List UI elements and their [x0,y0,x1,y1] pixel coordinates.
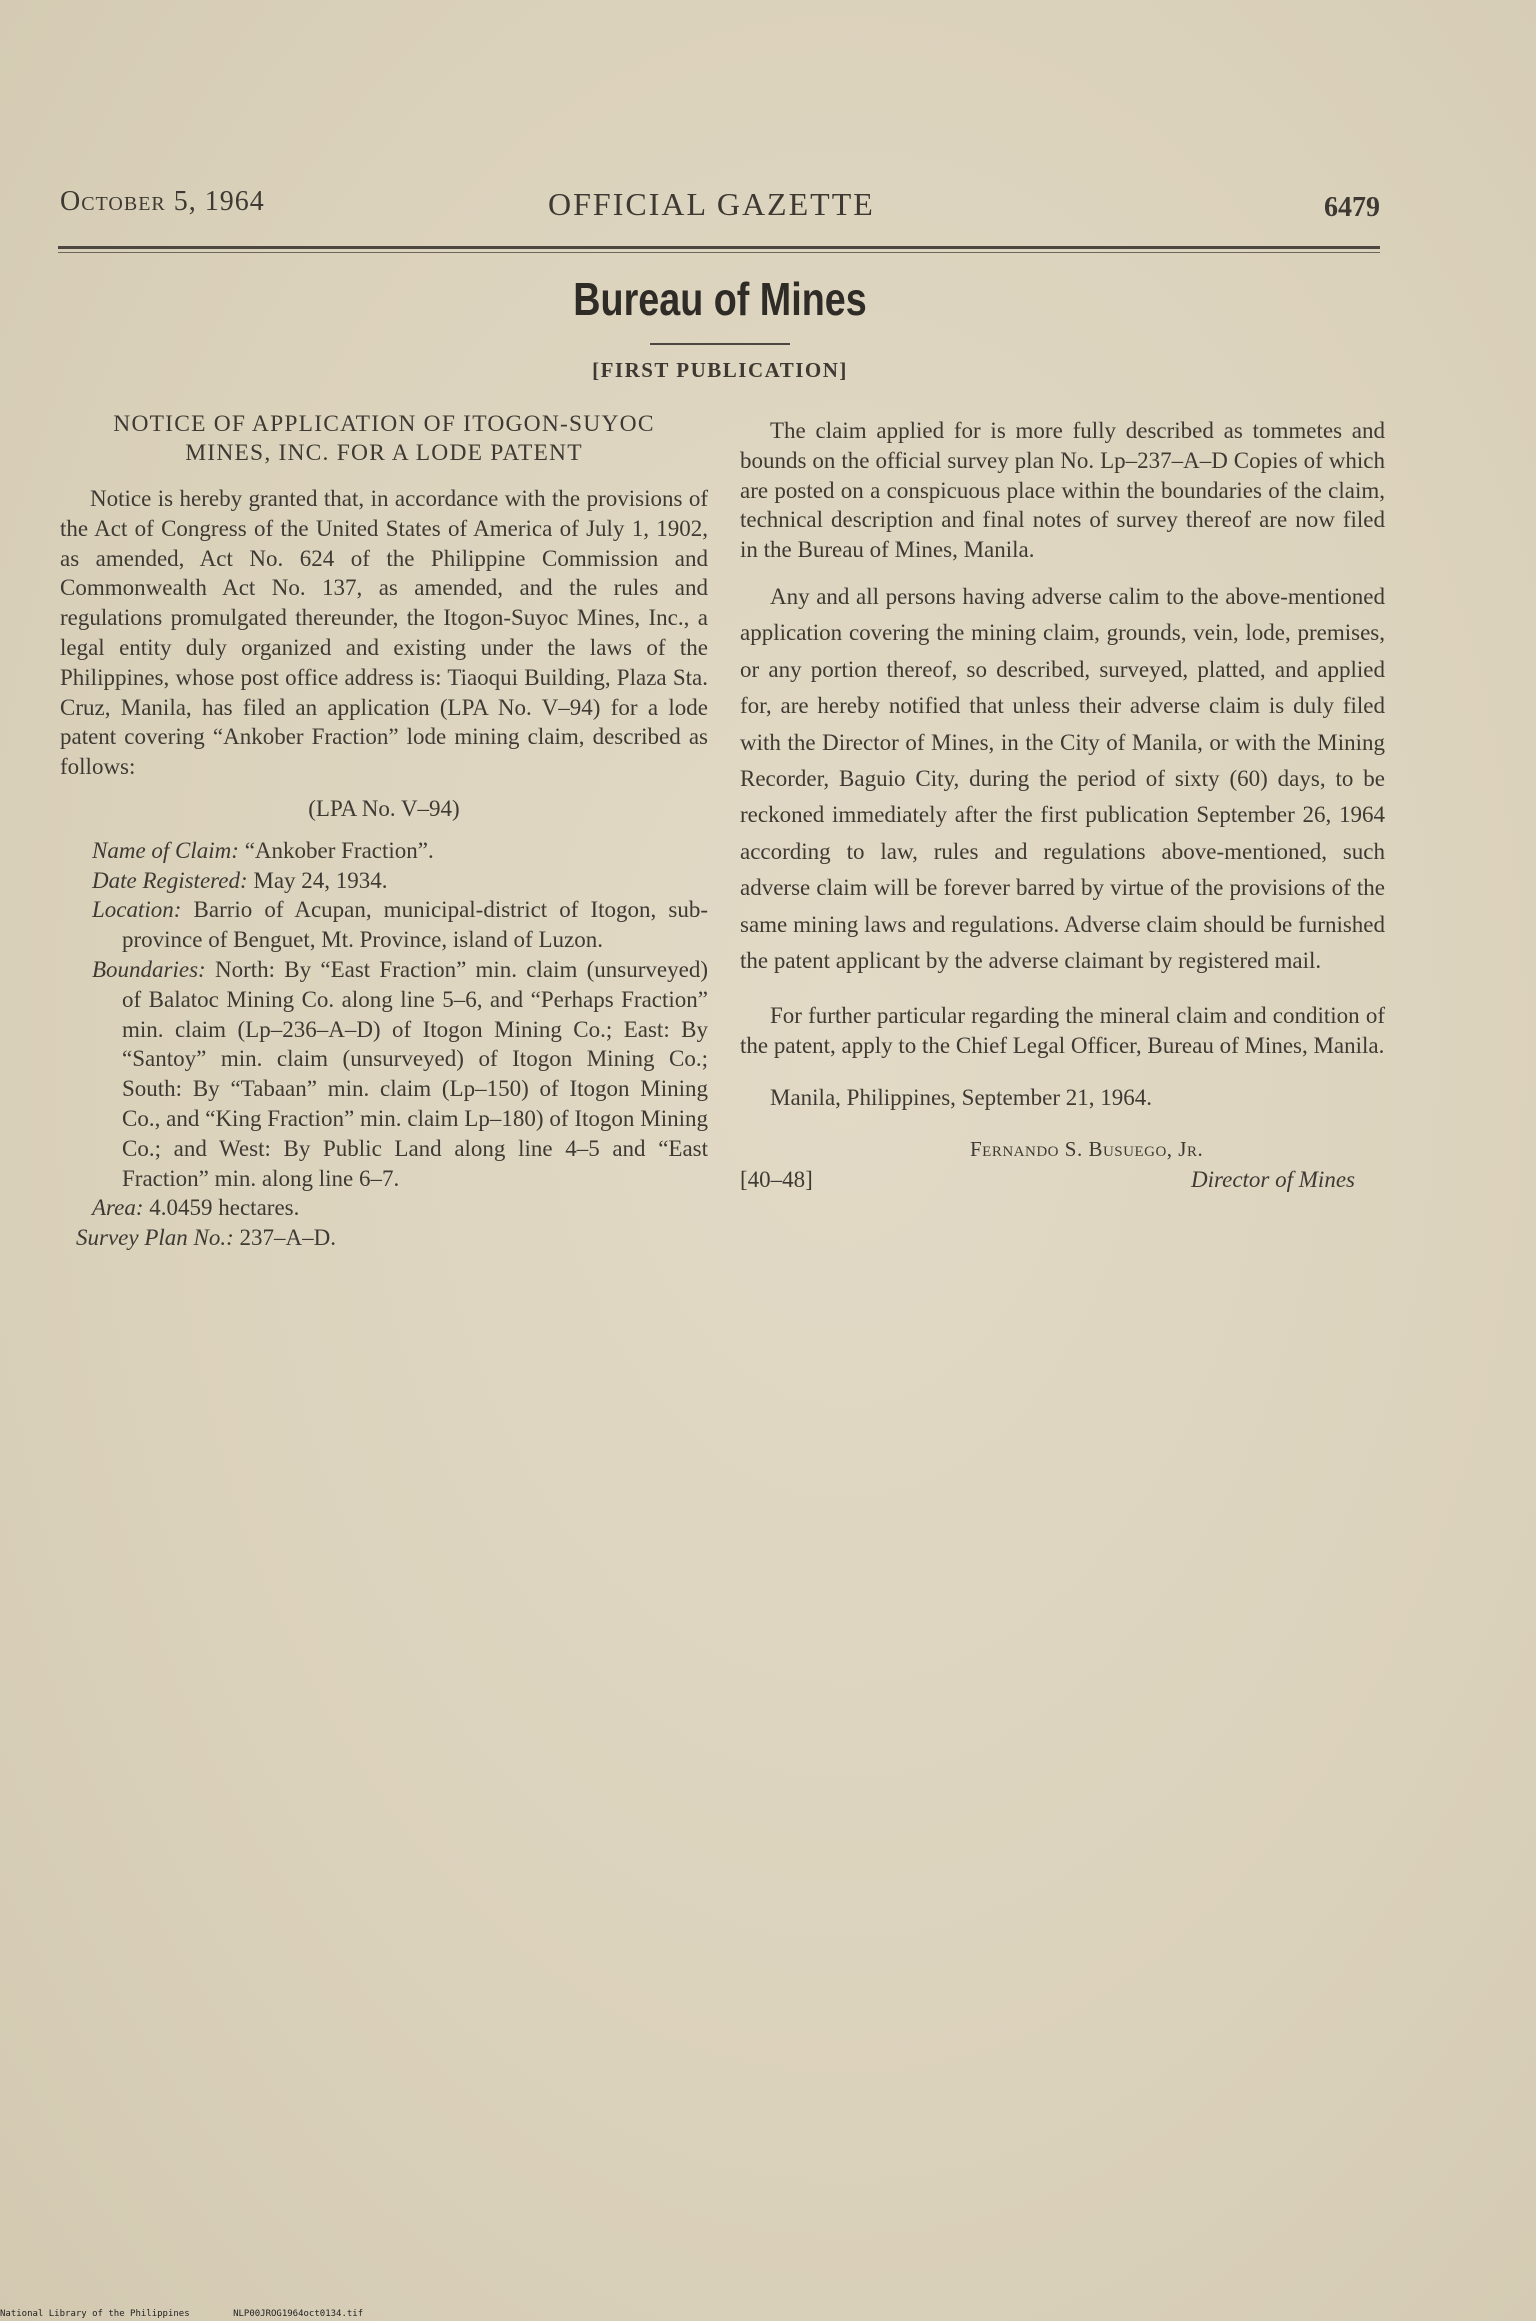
signature-row [740,1165,1385,1195]
claim-date [60,866,708,896]
claim-location-value: Barrio of Acupan, municipal-district of Itogon, sub-province of Benguet, Mt. Province, island of Luzon. [122,897,708,953]
claim-date-value: May 24, 1934. [253,867,388,893]
claim-boundaries-label: Boundaries: [92,956,206,982]
section-rule [650,343,790,345]
signatory-title: Director of Mines [1191,1166,1355,1192]
claim-name [60,836,708,866]
notice-intro: Notice is hereby granted that, in accordance with the provisions of the Act of Congress of the United States of America of July 1, 1902, as amended, Act No. 624 of the Philippine Commission and Commonwealth Act No. 137, as amended, and the rules and regulations promulgated thereunder, the Itogon-Suyoc Mines, Inc., a legal entity duly organized and existing under the laws of the Philippines, whose post office address is: Tiaoqui Building, Plaza Sta. Cruz, Manila, has filed an application (LPA No. V–94) for a lode patent covering “Ankober Fraction” lode mining claim, described as follows: [60,486,708,780]
right-column [740,416,1385,1195]
header-page-number: 6479 [1324,192,1380,223]
notice-title-line2: MINES, INC. FOR A LODE PATENT [185,440,583,466]
claim-area-value: 4.0459 hectares. [149,1195,300,1221]
further-particulars-paragraph: For further particular regarding the mineral claim and condition of the patent, apply to the Chief Legal Officer, Bureau of Mines, Manila. [740,1003,1385,1059]
claim-boundaries [60,955,708,1193]
footer-library: National Library of the Philippines [0,2309,190,2319]
publication-label: [FIRST PUBLICATION] [592,358,848,382]
lpa-number: (LPA No. V–94) [308,795,460,821]
header-title: OFFICIAL GAZETTE [548,186,875,222]
section-title: Bureau of Mines [573,273,867,325]
claim-location [60,895,708,955]
claim-description-paragraph: The claim applied for is more fully described as tommetes and bounds on the official survey plan No. Lp–237–A–D Copies of which are posted on a conspicuous place within the boundaries of the claim, technical description and final notes of survey thereof are now filed in the Bureau of Mines, Manila. [740,418,1385,563]
claim-name-label: Name of Claim: [92,837,239,863]
claim-survey-plan [60,1223,708,1253]
left-column [60,410,708,1253]
page-header [60,186,1380,236]
claim-survey-label: Survey Plan No.: [76,1225,234,1251]
claim-date-label: Date Registered: [92,867,248,893]
claim-area [60,1193,708,1223]
header-rule [58,246,1380,249]
notice-title [60,410,708,468]
claim-survey-value: 237–A–D. [239,1225,336,1251]
notice-date-line: Manila, Philippines, September 21, 1964. [770,1085,1153,1111]
claim-boundaries-value: North: By “East Fraction” min. claim (unsurveyed) of Balatoc Mining Co. along line 5–6, and “Perhaps Fraction” min. claim (Lp–236–A–D) of Itogon Mining Co.; East: By “Santoy” min. claim (unsurveyed) of Itogon Mining Co.; South: By “Tabaan” min. claim (Lp–150) of Itogon Mining Co., and “King Fraction” min. claim Lp–180) of Itogon Mining Co.; and West: By Public Land along line 4–5 and “East Fraction” min. along line 6–7. [122,956,708,1191]
header-rule-thin [58,252,1380,253]
claim-location-label: Location: [92,897,182,923]
claim-area-label: Area: [92,1195,144,1221]
signatory-name: Fernando S. Busuego, Jr. [970,1136,1204,1161]
header-date: October 5, 1964 [60,186,265,217]
adverse-claim-paragraph: Any and all persons having adverse calim to the above-mentioned application covering the mining claim, grounds, vein, lode, premises, or any portion thereof, so described, surveyed, platted, and applied for, are hereby notified that unless their adverse claim is duly filed with the Director of Mines, in the City of Manila, or with the Mining Recorder, Baguio City, during the period of sixty (60) days, to be reckoned immediately after the first publication September 26, 1964 according to law, rules and regulations above-mentioned, such adverse claim will be forever barred by virtue of the provisions of the same mining laws and regulations. Adverse claim should be furnished the patent applicant by the adverse claimant by registered mail. [740,583,1385,974]
scan-footer [0,2309,401,2319]
publication-reference: [40–48] [740,1166,813,1192]
claim-name-value: “Ankober Fraction”. [244,837,434,863]
notice-title-line1: NOTICE OF APPLICATION OF ITOGON-SUYOC [113,411,655,437]
footer-file: NLP00JROG1964oct0134.tif [233,2309,364,2319]
